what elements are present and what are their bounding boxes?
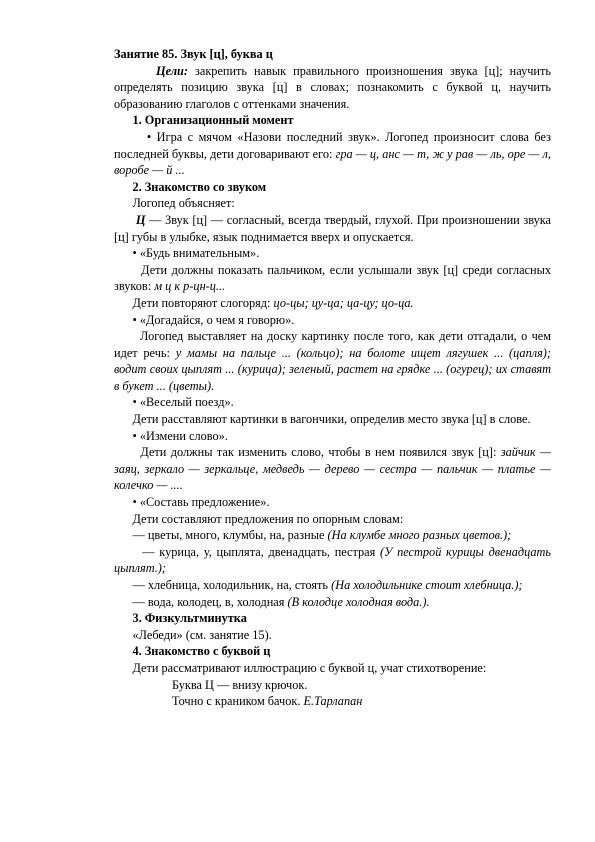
section-4-text: Дети рассматривают иллюстрацию с буквой ц, учат стихотворение: — [132, 660, 487, 675]
goals-paragraph — [114, 63, 551, 113]
section-3-heading: 3. Физкультминутка — [132, 611, 247, 626]
game-attention-title: • «Будь внимательным». — [132, 246, 260, 261]
sentence-item-3: — хлебница, холодильник, на, стоять (На холодильнике стоит хлебница.); — [132, 578, 523, 592]
syllable-row: цо-цы; цу-ца; ца-цу; цо-ца. — [273, 295, 414, 310]
game-change-text: Дети должны так изменить слово, чтобы в нем появился звук [ц]: зайчик — заяц, зеркало — зеркальце, медведь — дерево — сестра — пальчик — платье — колечко — .... — [114, 445, 552, 493]
game-train-text: Дети расставляют картинки в вагончики, определив место звука [ц] в слове. — [132, 412, 531, 427]
game-last-sound: • Игра с мячом «Назови последний звук». Логопед произносит слова без последней буквы, дети договаривают его: гра — ц, анс — т, ж у рав — ль, оре — л, воробе — й ... — [114, 129, 551, 178]
riddles: у мамы на пальце ... (кольцо); на болоте ищет лягушек ... (цапля); водит своих цыплят ... (курица); зеленый, растет на грядке ... (огурец); их ставят в букет ... (цветы). — [114, 345, 551, 393]
poem-line-1: Буква Ц — внизу крючок. — [172, 677, 308, 692]
section-1-heading: 1. Организационный момент — [132, 113, 294, 128]
attention-sounds: м ц к р-цн-ц... — [154, 279, 226, 294]
change-words: зайчик — заяц, зеркало — зеркальце, медведь — дерево — сестра — пальчик — платье — колечко — .... — [114, 445, 552, 493]
last-sound-examples: гра — ц, анс — т, ж у рав — ль, оре — л, вороб — [114, 146, 551, 178]
goals-text: закрепить навык правильного произношения звука [ц]; научить определять позицию звука [ц] в словах; познакомить с буквой ц, научить образованию глаголов с оттенками значения. — [114, 63, 551, 111]
section-2-heading: 2. Знакомство со звуком — [132, 179, 267, 194]
sentence-intro: Дети составляют предложения по опорным словам: — [132, 511, 404, 526]
game-guess-text: Логопед выставляет на доску картинку после того, как дети отгадали, о чем идет речь: у мамы на пальце ... (кольцо); на болоте ищет лягушек ... (цапля); водит своих цыплят ... (курица); зеленый, растет на грядке ... (огурец); их ставят в букет ... (цветы). — [114, 329, 551, 393]
game-guess-title: • «Догадайся, о чем я говорю». — [132, 312, 295, 327]
document-content — [114, 46, 551, 710]
poem-author: Е.Тарлапан — [303, 694, 363, 709]
goals-label: Цели: — [156, 63, 188, 78]
game-attention-text: Дети должны показать пальчиком, если услышали звук [ц] среди согласных звуков: м ц к р-цн-ц... — [114, 262, 551, 294]
poem-line-2: Точно с краником бачок. Е.Тарлапан — [172, 694, 363, 709]
syllable-repeat: Дети повторяют слогоряд: цо-цы; цу-ца; ца-цу; цо-ца. — [132, 295, 414, 310]
lesson-title: Занятие 85. Звук [ц], буква ц — [114, 47, 273, 61]
game-train-title: • «Веселый поезд». — [132, 395, 234, 410]
section-4-heading: 4. Знакомство с буквой ц — [132, 644, 271, 659]
sentence-item-1: — цветы, много, клумбы, на, разные (На клумбе много разных цветов.); — [132, 528, 512, 543]
sentence-item-2: — курица, у, цыплята, двенадцать, пестрая (У пестрой курицы двенадцать цыплят.); — [114, 544, 551, 576]
speech-therapist-explains: Логопед объясняет: — [132, 196, 235, 211]
game-change-title: • «Измени слово». — [132, 428, 228, 443]
sound-description: Ц — Звук [ц] — согласный, всегда твердый, глухой. При произношении звука [ц] губы в улыбке, язык поднимается вверх и опускается. — [114, 212, 552, 244]
sentence-item-4: — вода, колодец, в, холодная (В колодце холодная вода.). — [132, 594, 430, 609]
letter-ts: Ц — [135, 212, 146, 227]
section-3-text: «Лебеди» (см. занятие 15). — [132, 627, 272, 642]
game-sentence-title: • «Составь предложение». — [132, 495, 270, 510]
